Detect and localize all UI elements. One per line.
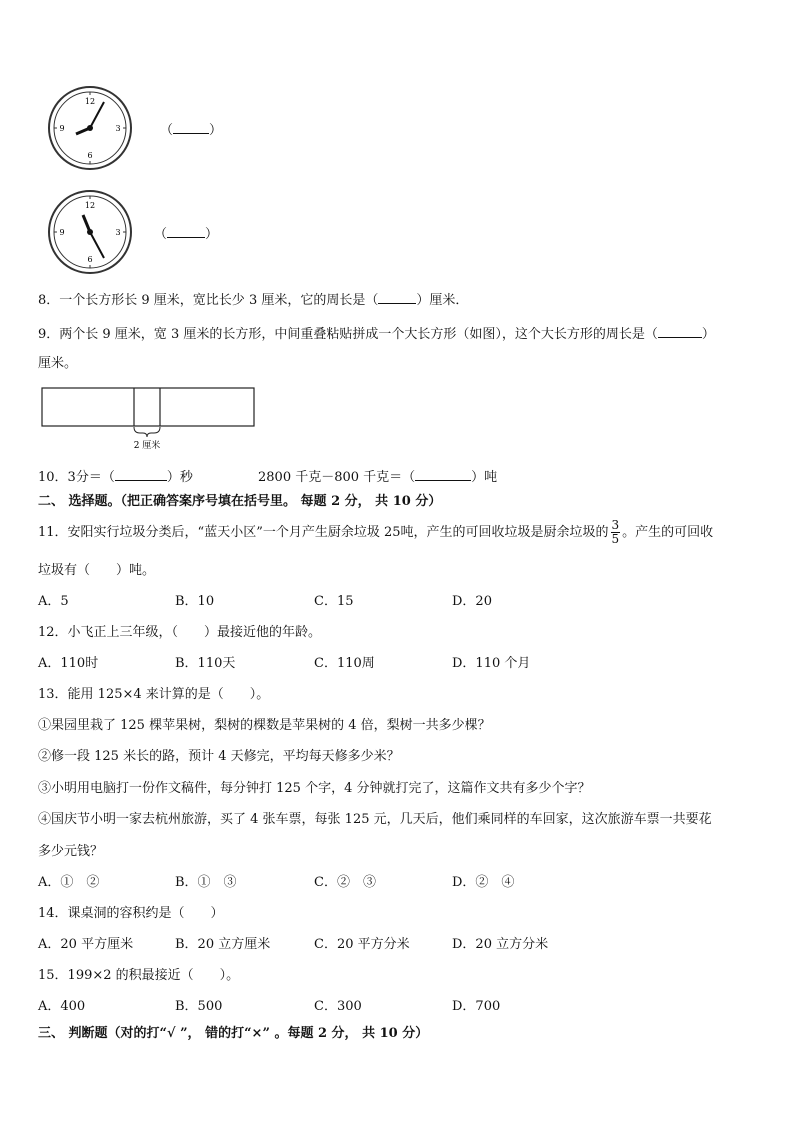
q13-item-1: ①果园里栽了 125 棵苹果树，梨树的棵数是苹果树的 4 倍，梨树一共多少棵？ <box>38 718 491 733</box>
q11-option-a[interactable]: A．5 <box>38 594 69 609</box>
clock-2-num-3: 3 <box>115 228 121 237</box>
q9-figure-label: 2 厘米 <box>133 441 161 451</box>
q11-option-d[interactable]: D．20 <box>452 594 492 609</box>
q12-option-c[interactable]: C．110周 <box>314 656 375 671</box>
question-11-line-1: 11．安阳实行垃圾分类后，“蓝天小区”一个月产生厨余垃圾 25吨，产生的可回收垃圾是厨余垃圾的 $\frac{3}{5}$ 。产生的可回收 <box>38 518 714 546</box>
question-10-part-2: 2800 千克－800 千克＝（ ）吨 <box>258 470 498 485</box>
q13-item-3: ③小明用电脑打一份作文稿件，每分钟打 125 个字，4 分钟就打完了，这篇作文共有多少个字？ <box>38 781 591 796</box>
question-15: 15．199×2 的积最接近（ ）。 <box>38 968 240 983</box>
q12-option-b[interactable]: B．110天 <box>175 656 236 671</box>
q11-fraction: $\frac{3}{5}$ <box>611 518 620 546</box>
clock-1-num-3: 3 <box>115 124 121 133</box>
q9-rectangle-figure <box>41 387 257 457</box>
q13-item-4: ④国庆节小明一家去杭州旅游，买了 4 张车票，每张 125 元，几天后，他们乘同样的车回家，这次旅游车票一共要花 <box>38 812 712 827</box>
clock-1-answer-blank[interactable]: （ ） <box>160 123 223 138</box>
clock-1-num-12: 12 <box>84 97 96 106</box>
clock-1-num-9: 9 <box>59 124 65 133</box>
q12-option-d[interactable]: D．110 个月 <box>452 656 531 671</box>
q13-item-2: ②修一段 125 米长的路，预计 4 天修完，平均每天修多少米？ <box>38 749 400 764</box>
q11-option-b[interactable]: B．10 <box>175 594 215 609</box>
clock-2-num-12: 12 <box>84 201 96 210</box>
clock-1 <box>46 84 134 172</box>
clock-2-num-6: 6 <box>87 255 93 264</box>
q8-answer-blank[interactable] <box>378 291 416 304</box>
section-3-heading: 三、 判断题（对的打“√ ”， 错的打“×” 。每题 2 分， 共 10 分） <box>38 1026 429 1041</box>
q12-option-a[interactable]: A．110时 <box>38 656 99 671</box>
q14-option-d[interactable]: D．20 立方分米 <box>452 937 549 952</box>
question-9-line-2: 厘米。 <box>38 356 78 371</box>
question-8: 8．一个长方形长 9 厘米，宽比长少 3 厘米，它的周长是（ ）厘米． <box>38 293 469 308</box>
section-2-heading: 二、 选择题。（把正确答案序号填在括号里。 每题 2 分， 共 10 分） <box>38 494 442 509</box>
question-11-line-2: 垃圾有（ ）吨。 <box>38 563 156 578</box>
q13-item-4-continued: 多少元钱？ <box>38 844 104 859</box>
clock-2-answer-blank[interactable]: （ ） <box>154 227 219 242</box>
q11-option-c[interactable]: C．15 <box>314 594 354 609</box>
q14-option-a[interactable]: A．20 平方厘米 <box>38 937 134 952</box>
question-13: 13．能用 125×4 来计算的是（ ）。 <box>38 687 270 702</box>
q13-option-d[interactable]: D．② ④ <box>452 875 515 890</box>
question-9-line-1: 9．两个长 9 厘米，宽 3 厘米的长方形，中间重叠粘贴拼成一个大长方形（如图），这个大长方形的周长是（ ） <box>38 327 715 342</box>
q13-option-c[interactable]: C．② ③ <box>314 875 376 890</box>
q10-part2-answer-blank[interactable] <box>415 468 471 481</box>
q15-option-b[interactable]: B．500 <box>175 999 223 1014</box>
q15-option-d[interactable]: D．700 <box>452 999 501 1014</box>
clock-2 <box>46 188 134 276</box>
q13-option-a[interactable]: A．① ② <box>38 875 100 890</box>
q9-answer-blank[interactable] <box>658 325 702 338</box>
q15-option-a[interactable]: A．400 <box>38 999 86 1014</box>
q15-option-c[interactable]: C．300 <box>314 999 362 1014</box>
clock-2-num-9: 9 <box>59 228 65 237</box>
clock-1-num-6: 6 <box>87 151 93 160</box>
q10-part1-answer-blank[interactable] <box>115 468 167 481</box>
question-14: 14．课桌洞的容积约是（ ） <box>38 906 224 921</box>
q13-option-b[interactable]: B．① ③ <box>175 875 237 890</box>
q14-option-c[interactable]: C．20 平方分米 <box>314 937 410 952</box>
question-10-part-1: 10．3分＝（ ）秒 <box>38 470 193 485</box>
q14-option-b[interactable]: B．20 立方厘米 <box>175 937 271 952</box>
question-12: 12．小飞正上三年级，（ ）最接近他的年龄。 <box>38 625 322 640</box>
